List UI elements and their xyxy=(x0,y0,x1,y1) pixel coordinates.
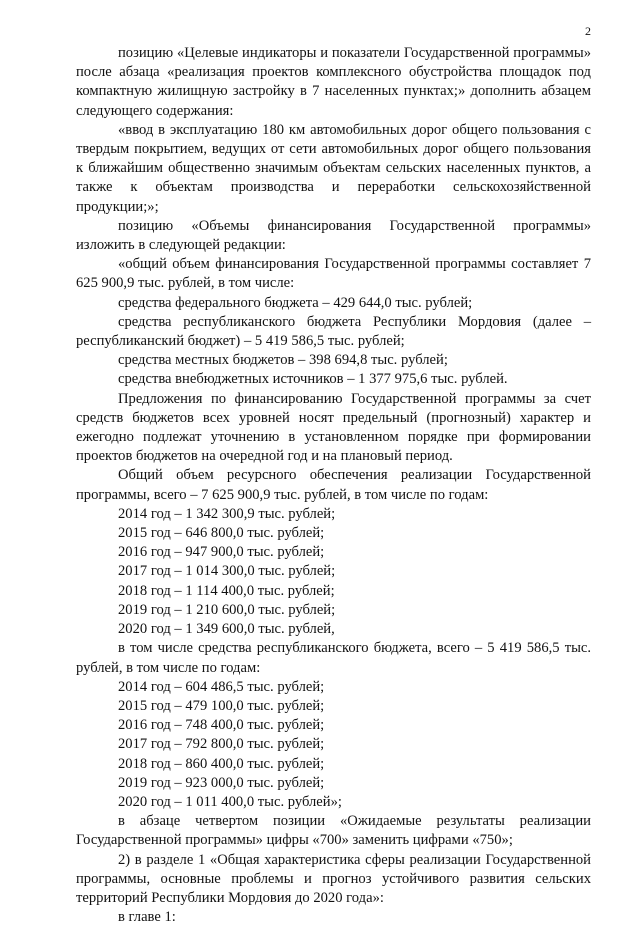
paragraph-indicators-position: позицию «Целевые индикаторы и показатели Государственной программы» после абзаца «реализация проектов комплексного обустройства площадок под компактную жилищную застройку в 7 населенных пунктах;» дополнить абзацем следующего содержания: xyxy=(76,45,591,119)
year-republic-line: 2019 год – 923 000,0 тыс. рублей; xyxy=(118,774,325,791)
paragraph-resource-support: Общий объем ресурсного обеспечения реализации Государственной программы, всего – 7 625 900,9 тыс. рублей, в том числе по годам: xyxy=(76,467,591,503)
paragraph-financing-proposals: Предложения по финансированию Государственной программы за счет средств бюджетов всех уровней носят предельный (прогнозный) характер и ежегодно подлежат уточнению в установленном порядке при формировании проектов бюджетов на очередной год и на плановый период. xyxy=(76,390,591,465)
year-total-line: 2017 год – 1 014 300,0 тыс. рублей; xyxy=(118,563,336,580)
year-republic-line: 2020 год – 1 011 400,0 тыс. рублей»; xyxy=(118,793,342,810)
year-total-line: 2014 год – 1 342 300,9 тыс. рублей; xyxy=(118,505,336,522)
page-number: 2 xyxy=(585,24,591,38)
paragraph-local-budgets: средства местных бюджетов – 398 694,8 тыс. рублей; xyxy=(118,352,448,369)
document-body xyxy=(76,44,591,927)
paragraph-financing-position: позицию «Объемы финансирования Государственной программы» изложить в следующей редакции: xyxy=(76,217,591,254)
paragraph-section-1-amendment: 2) в разделе 1 «Общая характеристика сферы реализации Государственной программы, основные проблемы и прогноз устойчивого развития сельских территорий Республики Мордовия до 2020 года»: xyxy=(76,851,591,906)
paragraph-extrabudgetary: средства внебюджетных источников – 1 377 975,6 тыс. рублей. xyxy=(118,371,508,388)
paragraph-republic-budget-total: в том числе средства республиканского бюджета, всего – 5 419 586,5 тыс. рублей, в том числе по годам: xyxy=(76,640,591,676)
year-republic-line: 2014 год – 604 486,5 тыс. рублей; xyxy=(118,678,325,695)
year-total-line: 2015 год – 646 800,0 тыс. рублей; xyxy=(118,525,325,542)
year-total-line: 2019 год – 1 210 600,0 тыс. рублей; xyxy=(118,601,336,618)
paragraph-expected-results: в абзаце четвертом позиции «Ожидаемые результаты реализации Государственной программы» цифры «700» заменить цифрами «750»; xyxy=(76,813,591,849)
paragraph-republic-budget: средства республиканского бюджета Республики Мордовия (далее – республиканский бюджет) – 5 419 586,5 тыс. рублей; xyxy=(76,313,591,350)
year-total-line: 2016 год – 947 900,0 тыс. рублей; xyxy=(118,544,325,561)
year-republic-line: 2018 год – 860 400,0 тыс. рублей; xyxy=(118,755,325,772)
paragraph-total-financing: «общий объем финансирования Государственной программы составляет 7 625 900,9 тыс. рублей, в том числе: xyxy=(76,256,591,292)
year-total-line: 2020 год – 1 349 600,0 тыс. рублей, xyxy=(118,621,335,638)
year-republic-line: 2015 год – 479 100,0 тыс. рублей; xyxy=(118,697,325,714)
year-republic-line: 2017 год – 792 800,0 тыс. рублей; xyxy=(118,736,325,753)
paragraph-chapter-1: в главе 1: xyxy=(118,909,176,926)
paragraph-federal-budget: средства федерального бюджета – 429 644,0 тыс. рублей; xyxy=(118,294,473,311)
paragraph-roads-commissioning: «ввод в эксплуатацию 180 км автомобильных дорог общего пользования с твердым покрытием, ведущих от сети автомобильных дорог общего пользования к ближайшим общественно значимым объектам сельских населенных пунктов, а также к объектам производства и переработки сельскохозяйственной продукции;»; xyxy=(76,121,591,215)
year-total-line: 2018 год – 1 114 400,0 тыс. рублей; xyxy=(118,582,335,599)
year-republic-line: 2016 год – 748 400,0 тыс. рублей; xyxy=(118,717,325,734)
